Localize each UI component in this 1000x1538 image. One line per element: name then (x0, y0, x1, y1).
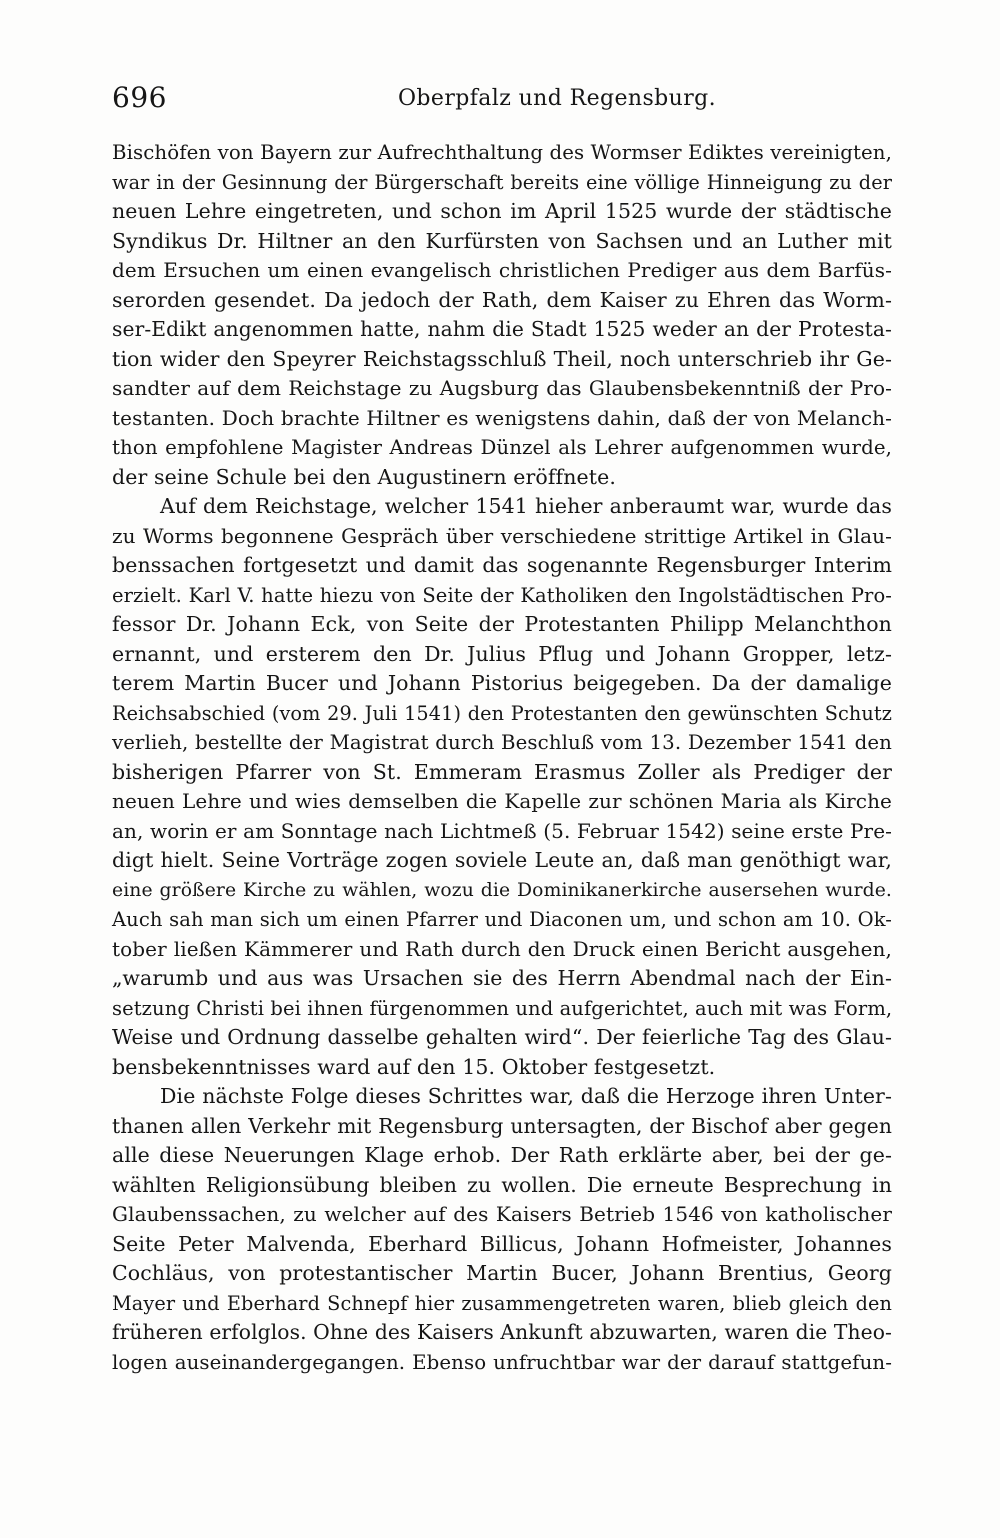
text-line: Weise und Ordnung dasselbe gehalten wird“. Der feierliche Tag des Glau- (112, 1025, 892, 1049)
text-line: Auf dem Reichstage, welcher 1541 hieher anberaumt war, wurde das (160, 494, 892, 518)
text-line: der seine Schule bei den Augustinern eröffnete. (112, 464, 616, 489)
page-number: 696 (112, 81, 167, 114)
text-line: Die nächste Folge dieses Schrittes war, daß die Herzoge ihren Unter- (160, 1084, 892, 1108)
text-line: sandter auf dem Reichstage zu Augsburg das Glaubensbekenntniß der Pro- (112, 376, 892, 400)
text-line: thon empfohlene Magister Andreas Dünzel als Lehrer aufgenommen wurde, (112, 436, 892, 459)
text-line: serorden gesendet. Da jedoch der Rath, dem Kaiser zu Ehren das Worm- (112, 287, 892, 312)
page-header (112, 80, 892, 120)
text-line: neuen Lehre eingetreten, und schon im April 1525 wurde der städtische (112, 199, 892, 223)
text-line: erzielt. Karl V. hatte hiezu von Seite der Katholiken den Ingolstädtischen Pro- (112, 583, 892, 607)
text-line: ser-Edikt angenommen hatte, nahm die Stadt 1525 weder an der Protesta- (112, 317, 892, 341)
text-line: an, worin er am Sonntage nach Lichtmeß (5. Februar 1542) seine erste Pre- (112, 818, 892, 843)
text-line: verlieh, bestellte der Magistrat durch Beschluß vom 13. Dezember 1541 den (112, 731, 892, 754)
text-line: ernannt, und ersterem den Dr. Julius Pflug und Johann Gropper, letz- (112, 641, 892, 666)
text-line: Syndikus Dr. Hiltner an den Kurfürsten von Sachsen und an Luther mit (112, 228, 892, 253)
text-line: terem Martin Bucer und Johann Pistorius beigegeben. Da der damalige (112, 671, 892, 695)
text-line: thanen allen Verkehr mit Regensburg untersagten, der Bischof aber gegen (112, 1113, 892, 1138)
running-head: Oberpfalz und Regensburg. (397, 86, 717, 111)
text-line: dem Ersuchen um einen evangelisch christlichen Prediger aus dem Barfüs- (112, 258, 892, 282)
text-line: testanten. Doch brachte Hiltner es wenigstens dahin, daß der von Melanch- (112, 405, 892, 430)
text-line: Bischöfen von Bayern zur Aufrechthaltung des Wormser Ediktes vereinigten, (112, 141, 892, 164)
text-line: eine größere Kirche zu wählen, wozu die Dominikanerkirche ausersehen wurde. (112, 879, 892, 901)
text-line: Seite Peter Malvenda, Eberhard Billicus, Johann Hofmeister, Johannes (112, 1231, 892, 1256)
text-line: Cochläus, von protestantischer Martin Bucer, Johann Brentius, Georg (112, 1261, 892, 1285)
text-line: alle diese Neuerungen Klage erhob. Der Rath erklärte aber, bei der ge- (112, 1143, 892, 1167)
text-line: war in der Gesinnung der Bürgerschaft bereits eine völlige Hinneigung zu der (112, 170, 892, 194)
text-line: Mayer und Eberhard Schnepf hier zusammengetreten waren, blieb gleich den (112, 1291, 892, 1315)
text-line: zu Worms begonnene Gespräch über verschiedene strittige Artikel in Glau- (112, 523, 892, 548)
text-line: bensbekenntnisses ward auf den 15. Oktober festgesetzt. (112, 1054, 716, 1079)
text-line: digt hielt. Seine Vorträge zogen soviele Leute an, daß man genöthigt war, (112, 848, 892, 872)
text-line: Auch sah man sich um einen Pfarrer und Diaconen um, und schon am 10. Ok- (112, 908, 892, 931)
body-text (112, 138, 892, 1377)
text-line: benssachen fortgesetzt und damit das sogenannte Regensburger Interim (112, 553, 892, 577)
text-line: fessor Dr. Johann Eck, von Seite der Protestanten Philipp Melanchthon (112, 612, 892, 636)
text-line: wählten Religionsübung bleiben zu wollen. Die erneute Besprechung in (112, 1172, 892, 1197)
text-line: Reichsabschied (vom 29. Juli 1541) den Protestanten den gewünschten Schutz (112, 701, 892, 725)
text-line: neuen Lehre und wies demselben die Kapelle zur schönen Maria als Kirche (112, 789, 892, 813)
text-line: logen auseinandergegangen. Ebenso unfruchtbar war der darauf stattgefun- (112, 1350, 892, 1374)
text-line: Glaubenssachen, zu welcher auf des Kaisers Betrieb 1546 von katholischer (112, 1202, 892, 1226)
text-line: bisherigen Pfarrer von St. Emmeram Erasmus Zoller als Prediger der (112, 759, 892, 784)
text-line: „warumb und aus was Ursachen sie des Herrn Abendmal nach der Ein- (112, 966, 892, 990)
text-line: tober ließen Kämmerer und Rath durch den Druck einen Bericht ausgehen, (112, 936, 892, 961)
text-line: setzung Christi bei ihnen fürgenommen und aufgerichtet, auch mit was Form, (112, 996, 893, 1020)
text-line: früheren erfolglos. Ohne des Kaisers Ankunft abzuwarten, waren die Theo- (112, 1320, 892, 1344)
text-line: tion wider den Speyrer Reichstagsschluß Theil, noch unterschrieb ihr Ge- (112, 346, 892, 371)
